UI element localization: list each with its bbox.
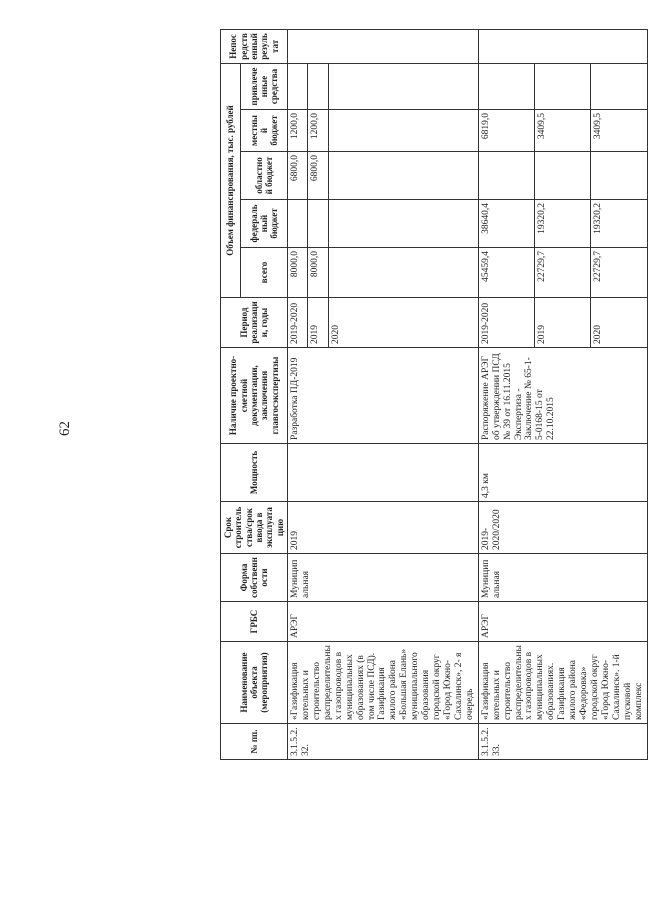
header-attracted: привлеченные средства — [241, 63, 288, 109]
sub-local: 1200,0 — [288, 110, 308, 152]
sub-attracted — [535, 63, 591, 109]
header-ownership: Форма собственности — [221, 554, 288, 602]
sub-federal: 19320,2 — [535, 200, 591, 248]
header-result: Непосредственный результат — [221, 29, 288, 63]
sub-attracted — [288, 63, 308, 109]
row-capacity: 4,3 км — [478, 444, 647, 502]
row-deadline: 2019-2020/2020 — [478, 502, 647, 554]
row-psd: Распоряжение АРЭГ об утверждении ПСД № 39 от 16.11.2015 Экспертиза - Заключение № 65-1-5-0168-15 от 22.10.2015 — [478, 348, 647, 444]
header-funding: Объем финансирования, тыс. рублей — [221, 63, 241, 297]
sub-regional — [535, 152, 591, 200]
row-result — [478, 29, 647, 63]
sub-total: 22729,7 — [535, 248, 591, 298]
header-capacity: Мощность — [221, 444, 288, 502]
sub-federal — [308, 200, 328, 248]
rotated-table-wrapper — [220, 30, 644, 760]
sub-local: 1200,0 — [308, 110, 328, 152]
sub-federal — [328, 200, 478, 248]
row-num: 3.1.5.2.32. — [288, 724, 479, 760]
row-grbs: АРЭГ — [478, 602, 647, 642]
sub-local: 3409,5 — [535, 110, 591, 152]
row-grbs: АРЭГ — [288, 602, 479, 642]
table-inner — [220, 30, 644, 760]
sub-regional: 6800,0 — [288, 152, 308, 200]
header-local: местный бюджет — [241, 110, 288, 152]
sub-period: 2019-2020 — [478, 298, 534, 348]
sub-total — [328, 248, 478, 298]
sub-attracted — [328, 63, 478, 109]
sub-federal — [288, 200, 308, 248]
header-period: Период реализации, годы — [221, 298, 288, 348]
header-regional: областной бюджет — [241, 152, 288, 200]
row-capacity — [288, 444, 479, 502]
sub-federal: 19320,2 — [591, 200, 647, 248]
sub-total: 8000,0 — [308, 248, 328, 298]
sub-local — [328, 110, 478, 152]
sub-local: 3409,5 — [591, 110, 647, 152]
page-number: 62 — [57, 421, 73, 436]
row-psd: Разработка ПД-2019 — [288, 348, 479, 444]
row-name: «Газификация котельных и строительство распределительных газопроводов в муниципальных образованиях. Газификация жилого района «Федоровка» городской округ «Город Южно-Сахалинск». 1-й пусковой комплекс — [478, 642, 647, 724]
sub-regional — [591, 152, 647, 200]
row-name: «Газификация котельных и строительство распределительных газопроводов в муниципальных образованиях (в том числе ПСД). Газификация жилого района «Большая Елань» муниципального образования городской округ «Город Южно-Сахалинск», 2- я очередь — [288, 642, 479, 724]
sub-regional: 6800,0 — [308, 152, 328, 200]
header-federal: федеральный бюджет — [241, 200, 288, 248]
sub-period: 2019 — [308, 298, 328, 348]
header-row-1 — [221, 29, 241, 759]
header-num: № пп. — [221, 724, 288, 760]
sub-regional — [328, 152, 478, 200]
sub-period: 2019 — [535, 298, 591, 348]
sub-local: 6819,0 — [478, 110, 534, 152]
table-row — [288, 29, 308, 759]
sub-period: 2020 — [591, 298, 647, 348]
row-num: 3.1.5.2.33. — [478, 724, 647, 760]
table-row — [478, 29, 534, 759]
sub-federal: 38640,4 — [478, 200, 534, 248]
header-deadline: Срок строительства/срок ввода в эксплуатацию — [221, 502, 288, 554]
header-psd: Наличие проектно-сметной документации, заключения главгосэкспертизы — [221, 348, 288, 444]
row-result — [288, 29, 479, 63]
sub-period: 2020 — [328, 298, 478, 348]
header-name: Наименование объекта (мероприятия) — [221, 642, 288, 724]
row-deadline: 2019 — [288, 502, 479, 554]
sub-total: 22729,7 — [591, 248, 647, 298]
sub-attracted — [478, 63, 534, 109]
funding-table — [220, 29, 648, 760]
sub-total: 45459,4 — [478, 248, 534, 298]
sub-period: 2019-2020 — [288, 298, 308, 348]
header-total: всего — [241, 248, 288, 298]
sub-total: 8000,0 — [288, 248, 308, 298]
sub-attracted — [591, 63, 647, 109]
row-ownership: Муниципальная — [478, 554, 647, 602]
sub-attracted — [308, 63, 328, 109]
header-grbs: ГРБС — [221, 602, 288, 642]
row-ownership: Муниципальная — [288, 554, 479, 602]
sub-regional — [478, 152, 534, 200]
